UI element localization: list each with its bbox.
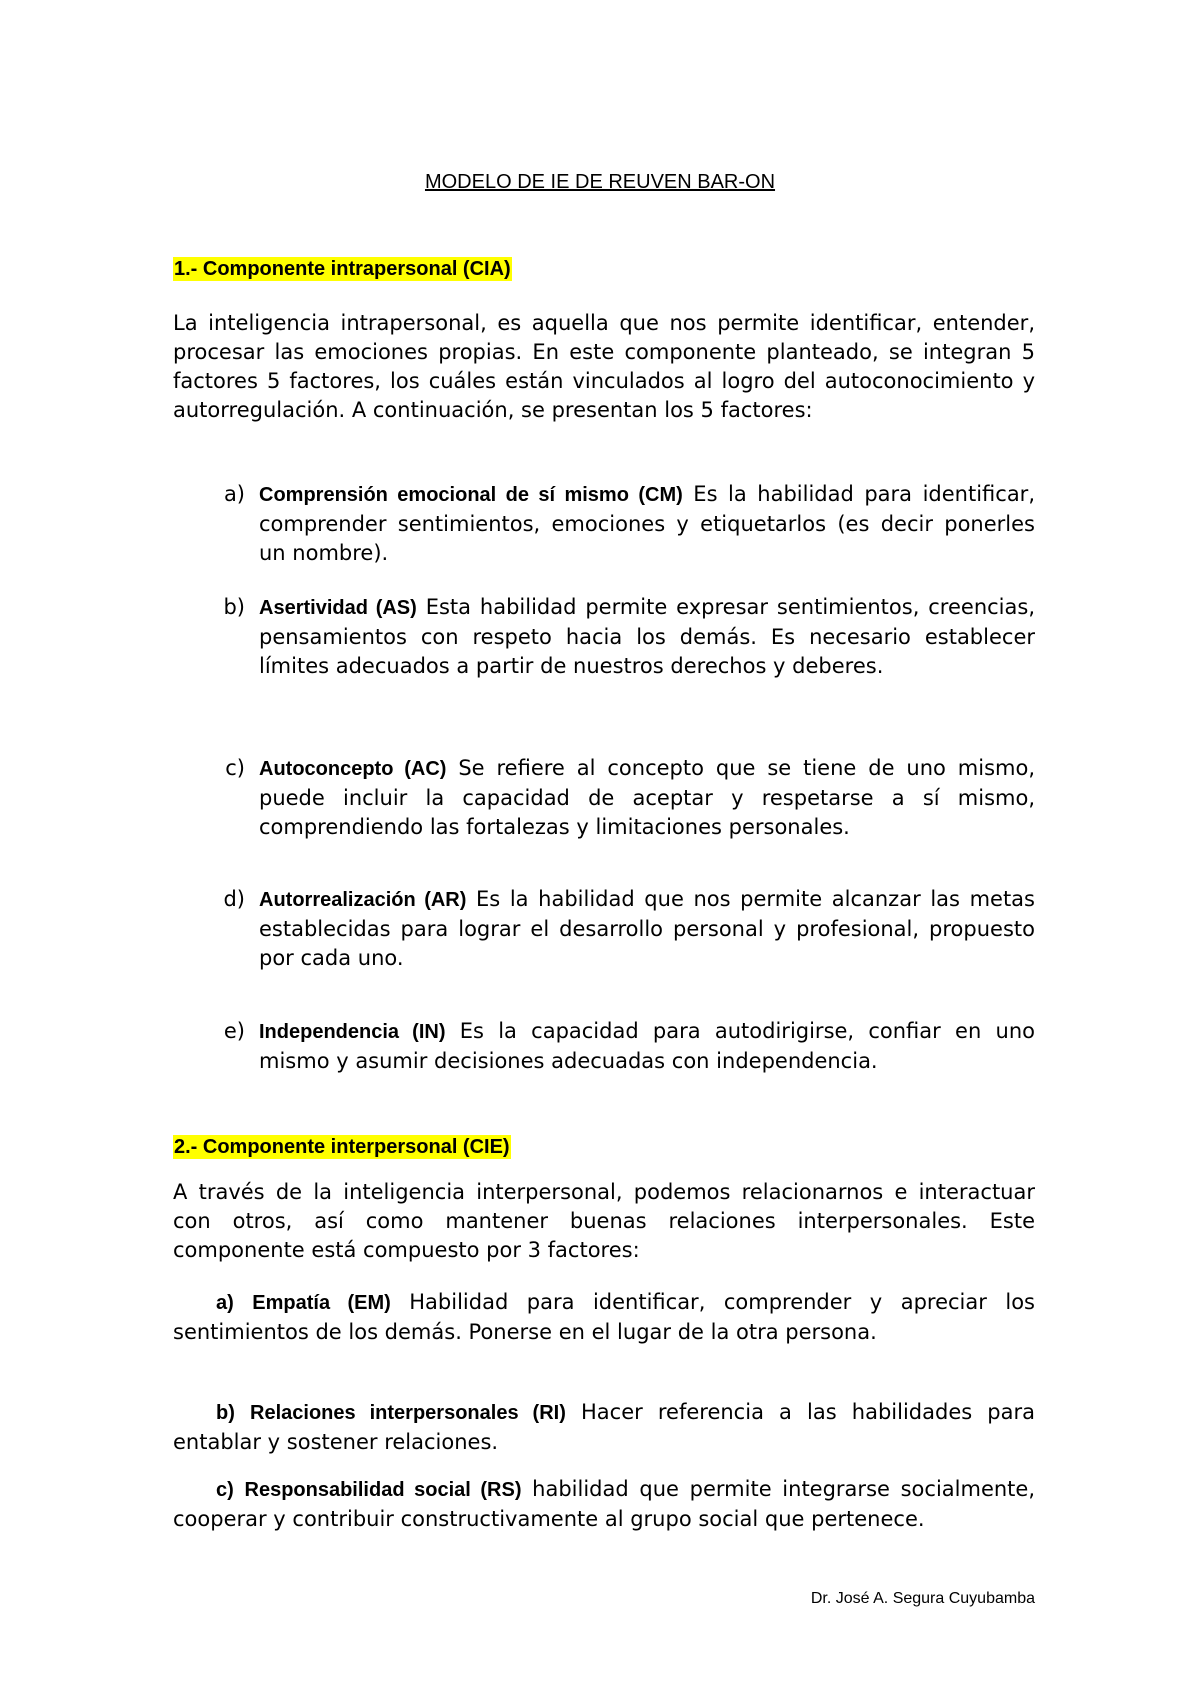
item-term: Empatía (EM) — [252, 1292, 391, 1314]
item-term: Autorrealización (AR) — [259, 889, 467, 911]
section-2-item-b — [173, 1398, 1035, 1457]
item-text: Esta habilidad permite expresar sentimientos, creencias, pensamientos con respeto hacia los demás. Es necesario establecer límites adecuados a partir de nuestros derechos y deberes. — [259, 595, 1035, 678]
item-marker: a) — [216, 1292, 234, 1314]
item-marker: b) — [223, 595, 245, 619]
item-term: Asertividad (AS) — [259, 597, 417, 619]
section-1-item-e — [173, 1017, 1035, 1076]
section-2-item-c — [173, 1475, 1035, 1534]
item-term: Comprensión emocional de sí mismo (CM) — [259, 484, 683, 506]
section-1-item-d — [173, 885, 1035, 973]
item-text: Es la habilidad para identificar, comprender sentimientos, emociones y etiquetarlos (es decir ponerles un nombre). — [259, 482, 1035, 565]
footer-author: Dr. José A. Segura Cuyubamba — [810, 1590, 1035, 1607]
item-text: Habilidad para identificar, comprender y apreciar los sentimientos de los demás. Ponerse en el lugar de la otra persona. — [173, 1290, 1035, 1344]
section-2-heading: 2.- Componente interpersonal (CIE) — [174, 1136, 510, 1158]
item-marker: c) — [216, 1479, 234, 1501]
item-body — [245, 593, 1035, 681]
item-term: Independencia (IN) — [259, 1021, 446, 1043]
item-body — [245, 1017, 1035, 1076]
item-text: Se refiere al concepto que se tiene de uno mismo, puede incluir la capacidad de aceptar y respetarse a sí mismo, comprendiendo las fortalezas y limitaciones personales. — [259, 756, 1035, 839]
item-marker: e) — [223, 1019, 245, 1043]
item-body — [245, 885, 1035, 973]
item-text: habilidad que permite integrarse socialmente, cooperar y contribuir constructivamente al grupo social que pertenece. — [173, 1477, 1036, 1531]
item-body — [245, 480, 1035, 568]
section-2-intro: A través de la inteligencia interpersonal, podemos relacionarnos e interactuar con otros, así como mantener buenas relaciones interpersonales. Este componente está compuesto por 3 factores: — [173, 1180, 1035, 1262]
item-text: Hacer referencia a las habilidades para entablar y sostener relaciones. — [173, 1400, 1036, 1454]
section-1-item-b — [173, 593, 1035, 681]
section-2-item-a — [173, 1288, 1035, 1347]
item-text: Es la capacidad para autodirigirse, confiar en uno mismo y asumir decisiones adecuadas con independencia. — [259, 1019, 1035, 1073]
document-title: MODELO DE IE DE REUVEN BAR-ON — [424, 171, 776, 193]
item-term: Responsabilidad social (RS) — [244, 1479, 522, 1501]
section-1-heading: 1.- Componente intrapersonal (CIA) — [174, 258, 511, 280]
item-term: Autoconcepto (AC) — [259, 758, 447, 780]
section-1-intro: La inteligencia intrapersonal, es aquella que nos permite identificar, entender, procesar las emociones propias. En este componente planteado, se integran 5 factores 5 factores, los cuáles están vinculados al logro del autoconocimiento y autorregulación. A continuación, se presentan los 5 factores: — [173, 311, 1035, 422]
item-text: Es la habilidad que nos permite alcanzar las metas establecidas para lograr el desarrollo personal y profesional, propuesto por cada uno. — [259, 887, 1035, 970]
section-1-item-c — [173, 754, 1035, 842]
item-marker: b) — [216, 1402, 235, 1424]
item-body — [245, 754, 1035, 842]
item-term: Relaciones interpersonales (RI) — [250, 1402, 566, 1424]
item-marker: a) — [223, 482, 245, 506]
item-marker: d) — [223, 887, 245, 911]
section-1-item-a — [173, 480, 1035, 568]
item-marker: c) — [225, 756, 245, 780]
